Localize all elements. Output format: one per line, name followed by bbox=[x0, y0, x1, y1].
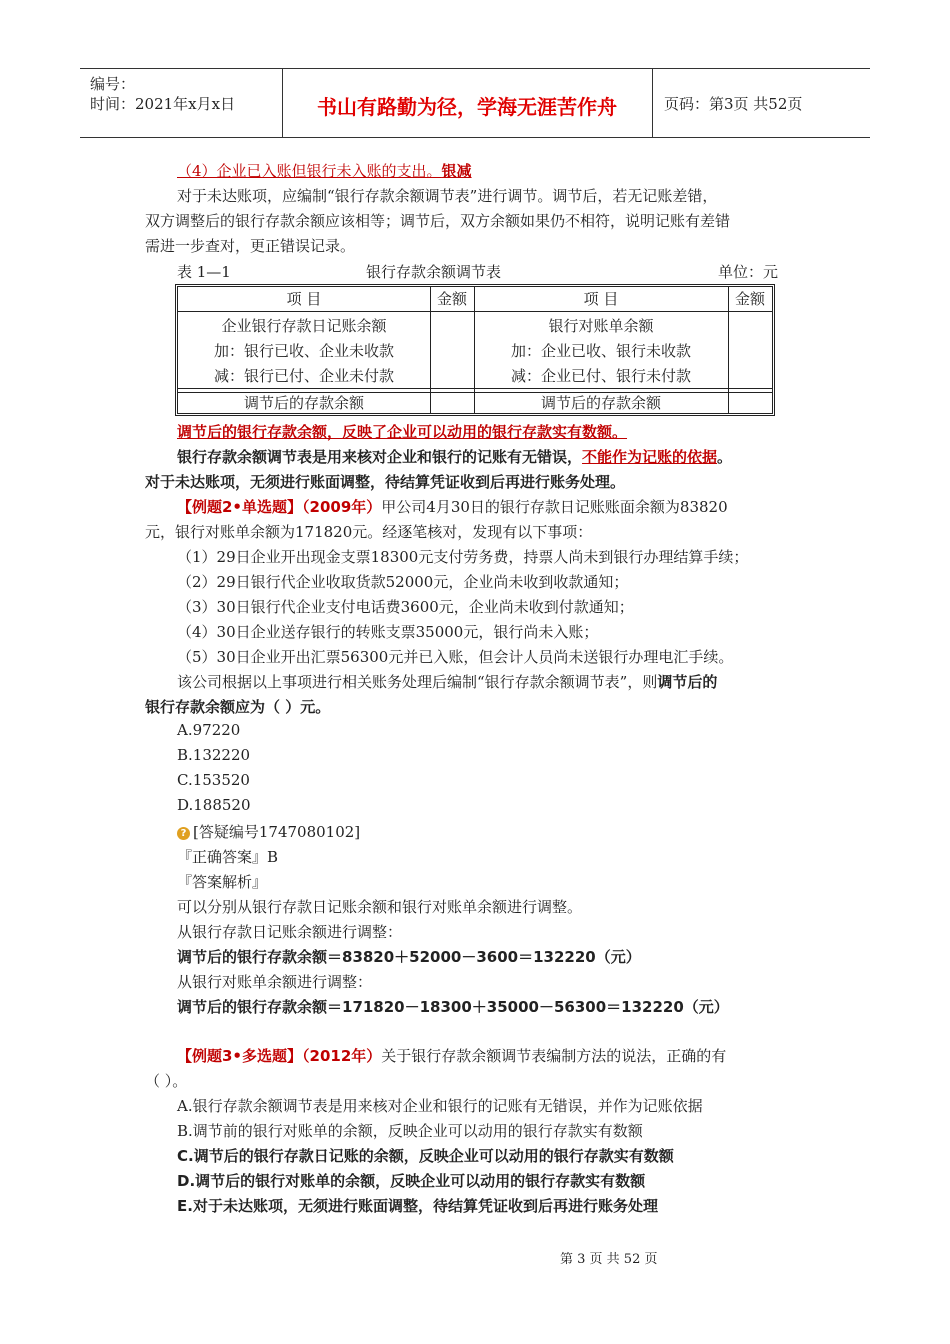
example2-item: （1）29日企业开出现金支票18300元支付劳务费，持票人尚未到银行办理结算手续； bbox=[177, 548, 749, 566]
right-row: 银行对账单余额 bbox=[548, 317, 654, 335]
qa-id: [答疑编号1747080102] bbox=[193, 823, 361, 841]
time-label: 时间：2021年x月x日 bbox=[90, 95, 236, 113]
bold-note-a: 银行存款余额调节表是用来核对企业和银行的记账有无错误， bbox=[177, 448, 583, 466]
table-caption: 银行存款余额调节表 bbox=[366, 263, 502, 281]
para1-line2: 双方调整后的银行存款余额应该相等；调节后，双方余额如果仍不相符，说明记账有差错 bbox=[145, 212, 731, 230]
right-total: 调节后的存款余额 bbox=[540, 394, 661, 412]
answer: 『正确答案』B bbox=[177, 848, 279, 866]
analysis-2: 从银行存款日记账余额进行调整： bbox=[177, 923, 403, 941]
qa-id-row bbox=[177, 821, 360, 842]
example2-question-line2: 银行存款余额应为（ ）元。 bbox=[145, 698, 331, 716]
example2-stem bbox=[177, 496, 728, 517]
reconciliation-table bbox=[175, 284, 775, 416]
page-label: 页码：第3页 共52页 bbox=[664, 95, 803, 113]
example3-option: A.银行存款余额调节表是用来核对企业和银行的记账有无错误，并作为记账依据 bbox=[177, 1097, 703, 1115]
section4-title-text: （4）企业已入账但银行未入账的支出。 bbox=[177, 162, 442, 180]
section4-title bbox=[177, 160, 472, 181]
analysis-1: 可以分别从银行存款日记账余额和银行对账单余额进行调整。 bbox=[177, 898, 583, 916]
example3-option: C.调节后的银行存款日记账的余额，反映企业可以动用的银行存款实有数额 bbox=[177, 1147, 674, 1165]
para1-line3: 需进一步查对，更正错误记录。 bbox=[145, 237, 356, 255]
example3-tag: 【例题3•多选题】 bbox=[177, 1047, 303, 1065]
motto: 书山有路勤为径，学海无涯苦作舟 bbox=[317, 95, 617, 119]
example3-option: E.对于未达账项，无须进行账面调整，待结算凭证收到后再进行账务处理 bbox=[177, 1197, 658, 1215]
example3-stem bbox=[177, 1045, 726, 1066]
left-row: 加：银行已收、企业未收款 bbox=[213, 342, 394, 360]
example2-stem-line1: 甲公司4月30日的银行存款日记账账面余额为83820 bbox=[381, 498, 728, 516]
example2-option: D.188520 bbox=[177, 796, 251, 814]
example2-question-line1 bbox=[177, 671, 717, 692]
example2-q-bold: 调节后的 bbox=[657, 673, 718, 691]
bold-note-1 bbox=[177, 446, 732, 467]
section4-tag: 银减 bbox=[441, 162, 472, 180]
footer-page: 第 3 页 共 52 页 bbox=[560, 1252, 658, 1267]
red-note: 调节后的银行存款余额，反映了企业可以动用的银行存款实有数额。 bbox=[177, 423, 628, 441]
example2-tag: 【例题2•单选题】 bbox=[177, 498, 303, 516]
table-number: 表 1—1 bbox=[177, 263, 231, 281]
analysis-3: 从银行对账单余额进行调整： bbox=[177, 973, 373, 991]
page-header bbox=[80, 68, 870, 138]
example3-option: B.调节前的银行对账单的余额，反映企业可以动用的银行存款实有数额 bbox=[177, 1122, 643, 1140]
right-row: 加：企业已收、银行未收款 bbox=[510, 342, 691, 360]
example3-stem-line1: 关于银行存款余额调节表编制方法的说法，正确的有 bbox=[381, 1047, 727, 1065]
header-item-right: 项 目 bbox=[583, 290, 619, 308]
example3-year: （2012年） bbox=[302, 1047, 382, 1065]
example2-item: （4）30日企业送存银行的转账支票35000元，银行尚未入账； bbox=[177, 623, 599, 641]
example2-q-text: 该公司根据以上事项进行相关账务处理后编制“银行存款余额调节表”，则 bbox=[177, 673, 658, 691]
example3-option: D.调节后的银行对账单的余额，反映企业可以动用的银行存款实有数额 bbox=[177, 1172, 646, 1190]
formula-2: 调节后的银行存款余额＝171820－18300＋35000－56300＝132220（元） bbox=[177, 998, 729, 1016]
bold-note-2: 对于未达账项，无须进行账面调整，待结算凭证收到后再进行账务处理。 bbox=[145, 473, 626, 491]
example2-option: A.97220 bbox=[177, 721, 241, 739]
left-total: 调节后的存款余额 bbox=[243, 394, 364, 412]
formula-1: 调节后的银行存款余额＝83820＋52000－3600＝132220（元） bbox=[177, 948, 641, 966]
analysis-title: 『答案解析』 bbox=[177, 873, 268, 891]
header-amount-right: 金额 bbox=[734, 290, 765, 308]
example3-stem-line2: （ ）。 bbox=[145, 1072, 188, 1090]
para1-line1: 对于未达账项，应编制“银行存款余额调节表”进行调节。调节后，若无记账差错， bbox=[177, 187, 718, 205]
example2-item: （2）29日银行代企业收取货款52000元，企业尚未收到收款通知； bbox=[177, 573, 629, 591]
left-row: 减：银行已付、企业未付款 bbox=[213, 367, 394, 385]
bold-note-red: 不能作为记账的依据 bbox=[582, 448, 718, 466]
left-row: 企业银行存款日记账余额 bbox=[221, 317, 387, 335]
header-amount-left: 金额 bbox=[436, 290, 467, 308]
question-circle-icon: ? bbox=[177, 827, 190, 840]
right-row: 减：企业已付、银行未付款 bbox=[510, 367, 691, 385]
example2-stem-line2: 元，银行对账单余额为171820元。经逐笔核对，发现有以下事项： bbox=[145, 523, 593, 541]
table-unit: 单位：元 bbox=[718, 263, 779, 281]
example2-item: （5）30日企业开出汇票56300元并已入账，但会计人员尚未送银行办理电汇手续。 bbox=[177, 648, 734, 666]
number-label: 编号： bbox=[90, 75, 136, 93]
example2-option: B.132220 bbox=[177, 746, 251, 764]
example2-year: （2009年） bbox=[302, 498, 382, 516]
bold-note-end: 。 bbox=[717, 448, 733, 466]
header-item-left: 项 目 bbox=[286, 290, 322, 308]
example2-item: （3）30日银行代企业支付电话费3600元，企业尚未收到付款通知； bbox=[177, 598, 634, 616]
example2-option: C.153520 bbox=[177, 771, 250, 789]
